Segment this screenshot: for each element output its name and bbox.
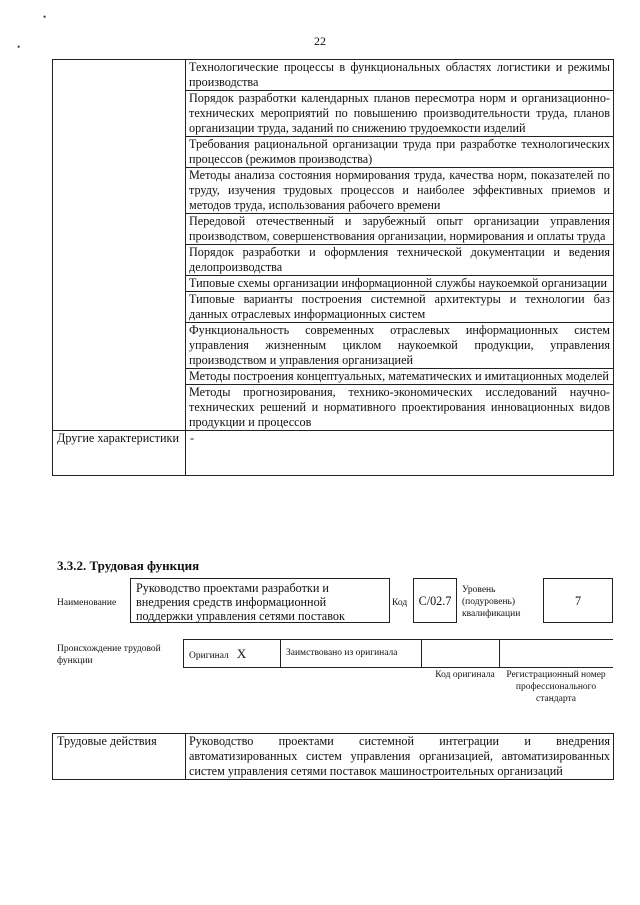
- origin-label: Происхождение трудовой функции: [57, 644, 161, 666]
- original-cell: [183, 640, 280, 667]
- knowledge-item: Технологические процессы в функциональных областях логистики и режимы производства: [186, 60, 614, 91]
- section-title: 3.3.2. Трудовая функция: [57, 558, 200, 573]
- knowledge-item: Порядок разработки и оформления технической документации и ведения делопроизводства: [186, 245, 614, 276]
- code-original-cell: [421, 640, 499, 667]
- original-label: Оригинал: [189, 651, 229, 661]
- function-name: Руководство проектами разработки и внедрения средств информационной поддержки управления сетями поставок: [130, 578, 390, 623]
- scan-mark: •: [17, 42, 21, 52]
- knowledge-label-cell: [53, 60, 186, 431]
- knowledge-item: Типовые варианты построения системной архитектуры и технологии баз данных отраслевых информационных систем: [186, 292, 614, 323]
- knowledge-item: Передовой отечественный и зарубежный опыт организации управления производством, совершенствования организации, нормирования и оплаты труда: [186, 214, 614, 245]
- actions-table: [52, 733, 614, 780]
- knowledge-item: Методы построения концептуальных, математических и имитационных моделей: [186, 369, 614, 385]
- actions-label: Трудовые действия: [53, 734, 186, 780]
- actions-row: [53, 734, 614, 780]
- other-characteristics-value: -: [186, 431, 614, 476]
- knowledge-item: Типовые схемы организации информационной службы наукоемкой организации: [186, 276, 614, 292]
- code-label: Код: [392, 598, 408, 608]
- borrowed-cell: Заимствовано из оригинала: [280, 640, 421, 667]
- origin-row: [183, 639, 613, 668]
- name-label: Наименование: [57, 598, 117, 608]
- knowledge-item: Порядок разработки календарных планов пересмотра норм и организационно-технических мероприятий по повышению производительности труда, планов организации труда, заданий по снижению трудоемкости изделий: [186, 91, 614, 137]
- qualification-level: 7: [543, 578, 613, 623]
- knowledge-table: [52, 59, 614, 476]
- knowledge-item: Методы прогнозирования, технико-экономических исследований научно-технических решений и нормативного проектирования инновационных видов продукции и процессов: [186, 385, 614, 431]
- page-number: 22: [314, 34, 326, 48]
- code-original-caption: Код оригинала: [435, 670, 495, 680]
- knowledge-item: Требования рациональной организации труда при разработке технологических процессов (режимов производства): [186, 137, 614, 168]
- knowledge-item: Методы анализа состояния нормирования труда, качества норм, показателей по труду, изучения трудовых процессов и наиболее эффективных приемов и методов труда, использования рабочего времени: [186, 168, 614, 214]
- actions-value: Руководство проектами системной интеграции и внедрения автоматизированных систем управления организацией, автоматизированных систем управления сетями поставок машиностроительных организаций: [186, 734, 614, 780]
- knowledge-item: Функциональность современных отраслевых информационных систем управления жизненным циклом наукоемкой продукции, управления производством и управления организацией: [186, 323, 614, 369]
- knowledge-row: [53, 60, 614, 91]
- function-code: C/02.7: [413, 578, 457, 623]
- level-label: Уровень (подуровень) квалификации: [462, 585, 521, 619]
- original-mark: X: [236, 646, 247, 661]
- scan-mark: •: [43, 12, 47, 22]
- reg-number-caption: Регистрационный номер профессионального стандарта: [506, 670, 606, 704]
- reg-number-cell: [499, 640, 613, 667]
- other-characteristics-label: Другие характеристики: [53, 431, 186, 476]
- other-characteristics-row: [53, 431, 614, 476]
